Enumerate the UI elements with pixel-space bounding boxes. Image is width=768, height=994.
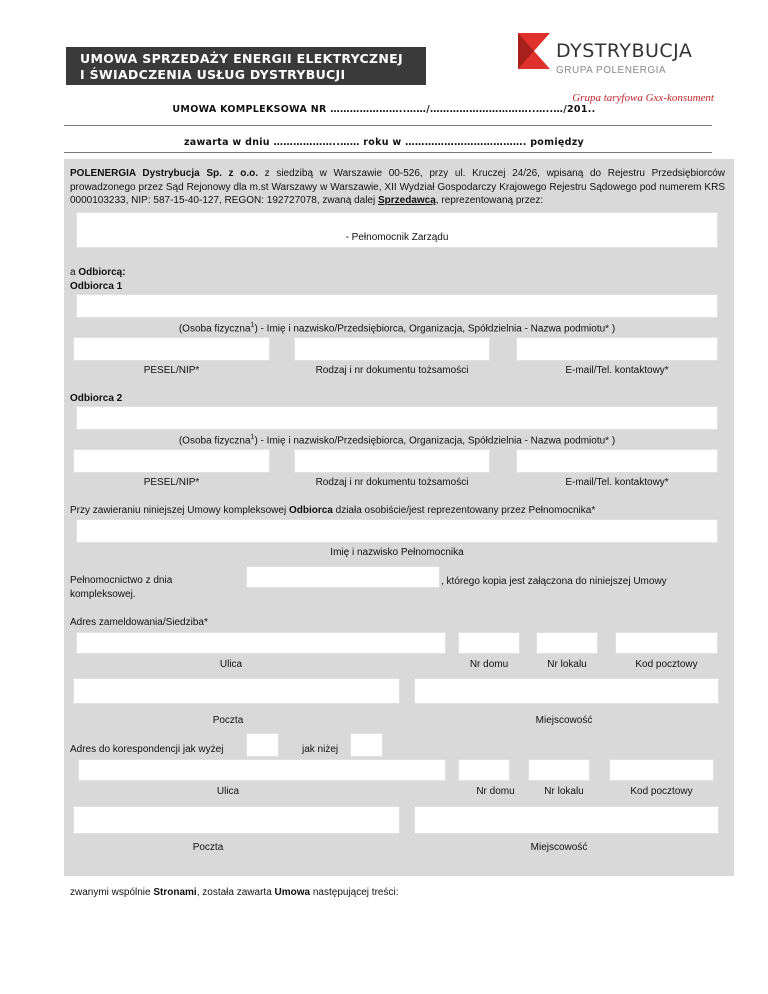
- document-label: Rodzaj i nr dokumentu tożsamości: [315, 365, 469, 376]
- recipient-2-name-label: [76, 434, 718, 446]
- house-no-label: Nr domu: [476, 786, 515, 797]
- seller-description: [70, 167, 725, 208]
- proxy-sentence: [70, 504, 595, 517]
- logo-subtitle: GRUPA POLENERGIA: [556, 65, 667, 76]
- seller-name: POLENERGIA Dystrybucja Sp. z o.o.: [70, 168, 258, 179]
- contract-number-line: UMOWA KOMPLEKSOWA NR …………………..……/…………………………..…..…/201..: [172, 104, 596, 115]
- proxy-sentence-bold: Odbiorca: [288, 505, 333, 516]
- registered-house-no-field[interactable]: [458, 632, 520, 654]
- recipient-2-name-field[interactable]: [76, 406, 718, 430]
- proxy-sentence-part-2: działa osobiście/jest reprezentowany przez Pełnomocnika*: [332, 505, 596, 516]
- postal-code-label: Kod pocztowy: [635, 659, 698, 670]
- correspondence-street-field[interactable]: [78, 759, 446, 781]
- correspondence-postal-code-field[interactable]: [609, 759, 714, 781]
- recipient-2-document-field[interactable]: [294, 449, 490, 473]
- correspondence-same-label: Adres do korespondencji jak wyżej: [70, 744, 224, 755]
- closing-part-2: , została zawarta: [196, 887, 275, 898]
- document-label: Rodzaj i nr dokumentu tożsamości: [315, 477, 469, 488]
- registered-flat-no-field[interactable]: [536, 632, 598, 654]
- correspondence-below-label: jak niżej: [302, 744, 339, 755]
- postal-code-label: Kod pocztowy: [630, 786, 693, 797]
- tariff-group: Grupa taryfowa Gxx-konsument: [572, 92, 714, 104]
- closing-part-3: następującej treści:: [310, 887, 399, 898]
- title-line-2: I ŚWIADCZENIA USŁUG DYSTRYBUCJI: [80, 67, 346, 82]
- registered-post-office-field[interactable]: [73, 678, 400, 704]
- contract-date-line: zawarta w dniu ………………..…… roku w ………………………………. pomiędzy: [183, 137, 585, 148]
- correspondence-city-field[interactable]: [414, 806, 719, 834]
- recipient-1-title: Odbiorca 1: [70, 281, 123, 292]
- proxy-name-field[interactable]: [76, 519, 718, 543]
- proxy-sentence-part-1: Przy zawieraniu niniejszej Umowy kompleksowej: [70, 505, 289, 516]
- registered-address-title: Adres zameldowania/Siedziba*: [70, 617, 208, 628]
- flat-no-label: Nr lokalu: [544, 786, 584, 797]
- house-no-label: Nr domu: [469, 659, 509, 670]
- recipient-intro: [70, 266, 126, 279]
- name-label-part-2: ) - Imię i nazwisko/Przedsiębiorca, Organizacja, Spółdzielnia - Nazwa podmiotu* ): [254, 435, 616, 447]
- name-label-footnote: 1: [250, 322, 255, 329]
- pesel-label: PESEL/NIP*: [143, 365, 200, 376]
- street-label: Ulica: [216, 786, 240, 797]
- correspondence-flat-no-field[interactable]: [528, 759, 590, 781]
- street-label: Ulica: [219, 659, 243, 670]
- registered-street-field[interactable]: [76, 632, 446, 654]
- closing-bold-1: Stronami: [153, 887, 197, 898]
- recipient-1-name-field[interactable]: [76, 294, 718, 318]
- name-label-footnote: 1: [250, 434, 255, 441]
- pesel-label: PESEL/NIP*: [143, 477, 200, 488]
- correspondence-post-office-field[interactable]: [73, 806, 400, 834]
- power-of-attorney-date-field[interactable]: [246, 566, 440, 588]
- name-label-part-1: (Osoba fizyczna: [178, 435, 251, 447]
- proxy-name-label: Imię i nazwisko Pełnomocnika: [330, 547, 464, 558]
- recipient-intro-prefix: a: [70, 267, 79, 278]
- correspondence-house-no-field[interactable]: [458, 759, 510, 781]
- name-label-part-1: (Osoba fizyczna: [178, 323, 251, 335]
- power-of-attorney-label: Pełnomocnictwo z dnia: [70, 575, 173, 586]
- correspondence-below-checkbox[interactable]: [350, 733, 383, 757]
- recipient-2-pesel-field[interactable]: [73, 449, 270, 473]
- divider: [64, 152, 712, 153]
- closing-bold-2: Umowa: [274, 887, 311, 898]
- recipient-1-name-label: [76, 322, 718, 334]
- seller-text-2: , reprezentowaną przez:: [435, 195, 544, 206]
- name-label-part-2: ) - Imię i nazwisko/Przedsiębiorca, Organizacja, Spółdzielnia - Nazwa podmiotu* ): [254, 323, 616, 335]
- flat-no-label: Nr lokalu: [547, 659, 587, 670]
- representative-label: - Pełnomocnik Zarządu: [345, 232, 449, 243]
- logo-name: DYSTRYBUCJA: [556, 40, 693, 62]
- recipient-1-contact-field[interactable]: [516, 337, 718, 361]
- divider: [64, 125, 712, 126]
- recipient-2-contact-field[interactable]: [516, 449, 718, 473]
- recipient-1-pesel-field[interactable]: [73, 337, 270, 361]
- closing-sentence: [70, 886, 398, 899]
- city-label: Miejscowość: [530, 842, 588, 853]
- title-line-1: UMOWA SPRZEDAŻY ENERGII ELEKTRYCZNEJ: [80, 51, 403, 66]
- post-office-label: Poczta: [192, 842, 224, 853]
- correspondence-same-checkbox[interactable]: [246, 733, 279, 757]
- polenergia-logo-icon: [516, 31, 550, 71]
- seller-text-1: z siedzibą w Warszawie 00-526, przy ul. Kruczej 24/26, wpisaną do Rejestru Przedsiębiorców prowadzonego przez Sąd Rejonowy dla m.st Warszawy w Warszawie, XII Wydział Gospodarczy Krajowego Rejestru Sądowego pod numerem KRS 0000103233, NIP: 587-15-40-127, REGON: 192727078, zwaną dalej: [70, 168, 725, 206]
- power-of-attorney-suffix: , którego kopia jest załączona do niniejszej Umowy: [441, 576, 667, 587]
- document-title: [66, 47, 426, 85]
- post-office-label: Poczta: [212, 715, 244, 726]
- registered-city-field[interactable]: [414, 678, 719, 704]
- power-of-attorney-label-2: kompleksowej.: [70, 589, 136, 600]
- recipient-2-title: Odbiorca 2: [70, 393, 123, 404]
- contact-label: E-mail/Tel. kontaktowy*: [565, 365, 669, 376]
- registered-postal-code-field[interactable]: [615, 632, 718, 654]
- recipient-intro-bold: Odbiorcą:: [78, 267, 126, 278]
- recipient-1-document-field[interactable]: [294, 337, 490, 361]
- contact-label: E-mail/Tel. kontaktowy*: [565, 477, 669, 488]
- closing-part-1: zwanymi wspólnie: [70, 887, 154, 898]
- city-label: Miejscowość: [535, 715, 593, 726]
- seller-role: Sprzedawcą: [378, 195, 436, 206]
